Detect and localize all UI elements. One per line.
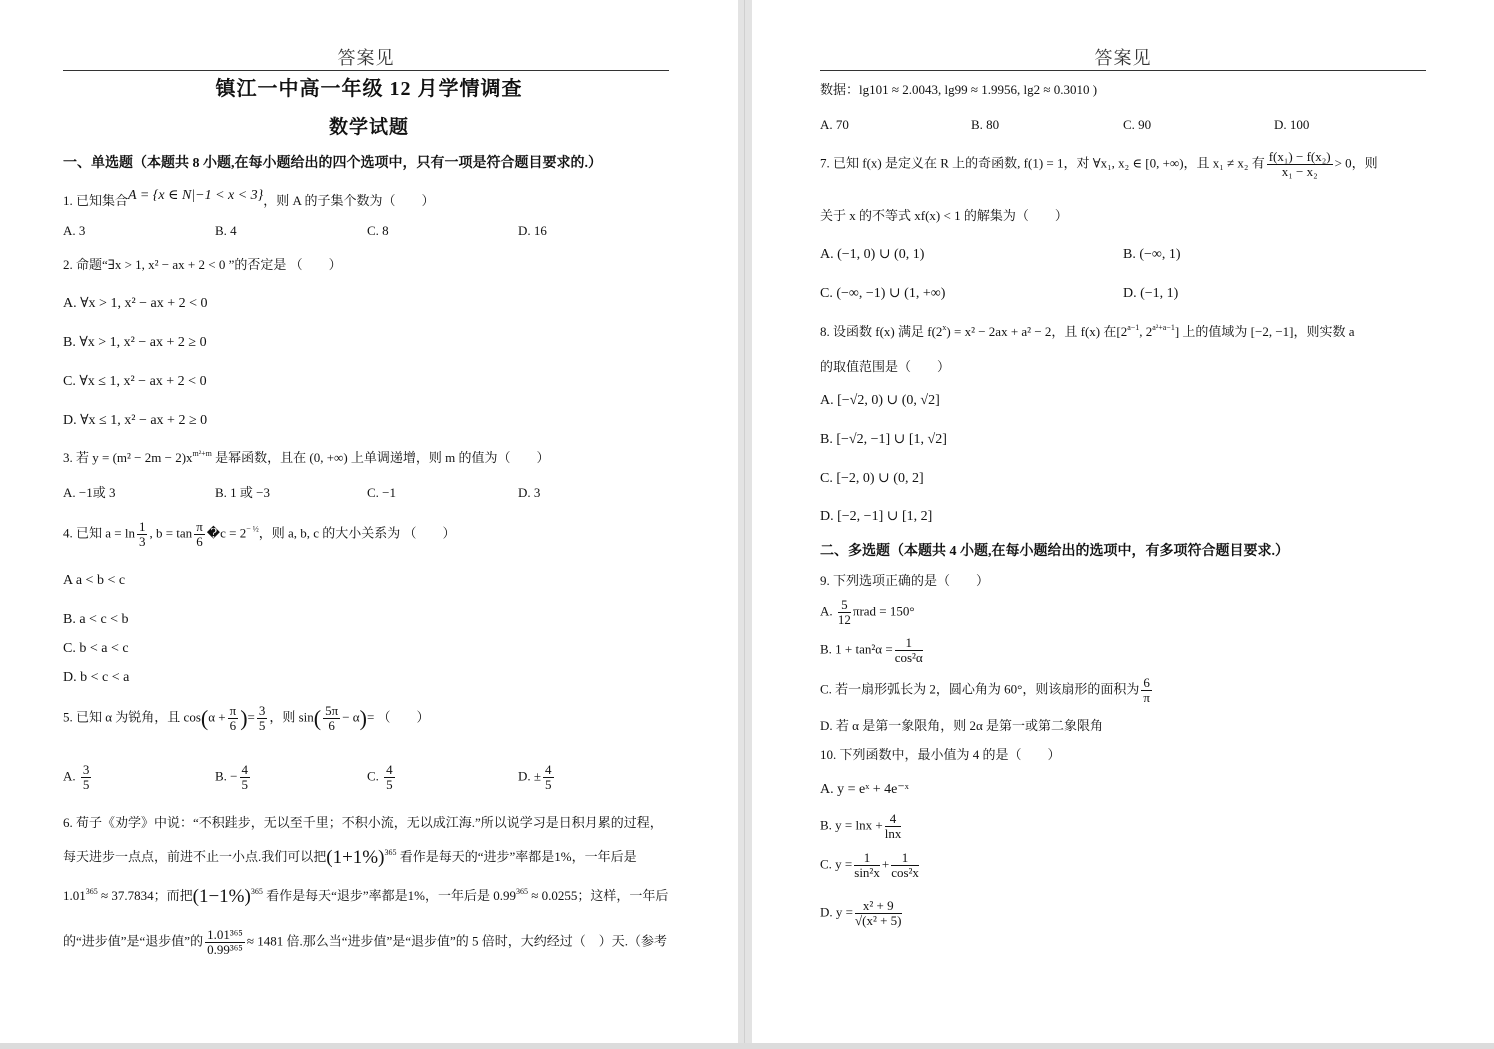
q3-option-b: B. 1 或 −3 [215, 485, 271, 500]
q10-option-d: D. y = $\frac{\text{x² + 9}}{\text{√(x² + 5)}}$ [820, 898, 902, 928]
q8-option-d: D. [−2, −1] ∪ [1, 2] [820, 509, 933, 524]
q9-option-c: C. 若一扇形弧长为 2，圆心角为 60°，则该扇形的面积为 $\frac{6}{\pi}$ [820, 675, 1150, 705]
q5-option-b: B. − $\frac{4}{5}$ [215, 762, 249, 792]
question-2: 2. 命题“∃x > 1, x² − ax + 2 < 0 ”的否定是 （ ） [63, 257, 342, 272]
q3-option-c: C. −1 [367, 485, 397, 500]
q6-option-d: D. 100 [1274, 117, 1310, 132]
q8-option-c: C. [−2, 0) ∪ (0, 2] [820, 471, 924, 486]
q5-option-a: A. $\frac{3}{5}$ [63, 762, 90, 792]
q8-option-a: A. [−√2, 0) ∪ (0, √2] [820, 393, 940, 408]
question-6-line-1: 6. 荀子《劝学》中说：“不积跬步，无以至千里；不积小流，无以成江海.”所以说学习是日积月累的过程， [63, 815, 663, 830]
q3-option-a: A. −1或 3 [63, 485, 116, 500]
q1-option-c: C. 8 [367, 223, 389, 238]
question-6-line-5: 数据：lg101 ≈ 2.0043, lg99 ≈ 1.9956, lg2 ≈ 0.3010 ) [820, 82, 1098, 97]
header-rule [820, 70, 1426, 71]
q4-option-a: A a < b < c [63, 573, 126, 588]
question-7-line-1: 7. 已知 f(x) 是定义在 R 上的奇函数, f(1) = 1，对 ∀x₁, x₂ ∈ [0, +∞)，且 x₁ ≠ x₂ 有 $\frac{\text{f(x₁) − f(x₂)}}{\text{x₁ − x₂}}$ > 0，则 [820, 149, 1378, 179]
q10-option-a: A. y = eˣ + 4e⁻ˣ [820, 782, 909, 797]
q9-option-b: B. 1 + tan²α = $\frac{1}{\text{cos²α}}$ [820, 635, 923, 665]
question-8-line-2: 的取值范围是（ ） [820, 359, 951, 374]
q5-option-d: D. ± $\frac{4}{5}$ [518, 762, 552, 792]
q2-option-c: C. ∀x ≤ 1, x² − ax + 2 < 0 [63, 374, 207, 389]
q2-option-b: B. ∀x > 1, x² − ax + 2 ≥ 0 [63, 335, 207, 350]
q9-option-d: D. 若 α 是第一象限角，则 2α 是第一或第二象限角 [820, 718, 1104, 733]
question-6-line-4: 的“进步值”是“退步值”的 $\frac{\text{1.01³⁶⁵}}{\text{0.99³⁶⁵}}$ ≈ 1481 倍.那么当“进步值”是“退步值”的 5 倍时，大约经过（ ）天.（参考 [63, 927, 668, 957]
question-6-line-3: $1.01^{365} \approx 37.7834$；而把$(1-1\%)^{365}$ 看作是每天“退步”率都是1%，一年后是 $0.99^{365} \approx 0.0255$；这样，一年后 [63, 886, 669, 908]
q4-option-b: B. a < c < b [63, 612, 129, 627]
q7-option-d: D. (−1, 1) [1123, 286, 1179, 301]
question-4: 4. 已知 a = ln $\frac{1}{3}$ , b = tan $\frac{\pi}{6}$ �c = $2^{- \frac{1}{2}}$，则 a, b, c 的大小关系为 （ ） [63, 519, 456, 549]
page-header: 答案见 [1094, 48, 1152, 68]
q9-option-a: A. $\frac{5}{12}$ πrad = 150° [820, 597, 915, 627]
document-page-right [752, 0, 1494, 1043]
q5-option-c: C. $\frac{4}{5}$ [367, 762, 393, 792]
q6-option-b: B. 80 [971, 117, 1000, 132]
q2-option-a: A. ∀x > 1, x² − ax + 2 < 0 [63, 296, 208, 311]
question-8-line-1: 8. 设函数 f(x) 满足 $f(2^x) = x^2 - 2ax + a^2 - 2$，且 f(x) 在[$2^{a-1}$, $2^{a^2+a-1}$] 上的值域为 [−2, −1]，则实数 a [820, 323, 1355, 339]
question-7-line-2: 关于 x 的不等式 xf(x) < 1 的解集为（ ） [820, 208, 1068, 223]
q1-option-d: D. 16 [518, 223, 547, 238]
q2-option-d: D. ∀x ≤ 1, x² − ax + 2 ≥ 0 [63, 413, 208, 428]
header-rule [63, 70, 669, 71]
page-header: 答案见 [337, 48, 395, 68]
q1-option-a: A. 3 [63, 223, 86, 238]
horizontal-scrollbar[interactable] [0, 1043, 1494, 1049]
section-heading-single-choice: 一、单选题（本题共 8 小题,在每小题给出的四个选项中，只有一项是符合题目要求的.） [63, 156, 602, 171]
q7-option-c: C. (−∞, −1) ∪ (1, +∞) [820, 286, 946, 301]
question-9: 9. 下列选项正确的是（ ） [820, 573, 990, 588]
document-page-left [0, 0, 738, 1043]
q6-option-a: A. 70 [820, 117, 849, 132]
exam-subtitle: 数学试题 [328, 117, 409, 138]
question-10: 10. 下列函数中，最小值为 4 的是（ ） [820, 747, 1061, 762]
q6-option-c: C. 90 [1123, 117, 1152, 132]
q10-option-c: C. y = $\frac{1}{\text{sin²x}}$ + $\frac{1}{\text{cos²x}}$ [820, 850, 919, 880]
question-6-line-2: 每天进步一点点，前进不止一小点.我们可以把$(1+1\%)^{365}$ 看作是每天的“进步”率都是1%，一年后是 [63, 847, 637, 869]
q7-option-a: A. (−1, 0) ∪ (0, 1) [820, 247, 925, 262]
q10-option-b: B. y = lnx + $\frac{4}{\ln x}$ [820, 811, 902, 841]
page-divider [744, 0, 745, 1049]
question-1: 1. 已知集合A = {x ∈ N|−1 < x < 3}，则 A 的子集个数为（ ） [63, 188, 435, 208]
q3-option-d: D. 3 [518, 485, 541, 500]
q4-option-d: D. b < c < a [63, 670, 130, 685]
question-3: 3. 若 $y = (m^2 - 2m - 2)x^{m^2+m}$ 是幂函数，且在 (0, +∞) 上单调递增，则 m 的值为（ ） [63, 449, 550, 465]
page-gutter [738, 0, 752, 1049]
exam-title: 镇江一中高一年级 12 月学情调查 [215, 78, 523, 100]
question-5: 5. 已知 α 为锐角，且 cos(α + $\frac{\pi}{6}$ )= $\frac{3}{5}$ ，则 sin( $\frac{5\pi}{6}$ − α)= （ ） [63, 703, 430, 733]
q4-option-c: C. b < a < c [63, 641, 129, 656]
q7-option-b: B. (−∞, 1) [1123, 247, 1181, 262]
section-heading-multi-choice: 二、多选题（本题共 4 小题,在每小题给出的选项中，有多项符合题目要求.） [820, 544, 1289, 559]
q1-option-b: B. 4 [215, 223, 237, 238]
q8-option-b: B. [−√2, −1] ∪ [1, √2] [820, 432, 947, 447]
